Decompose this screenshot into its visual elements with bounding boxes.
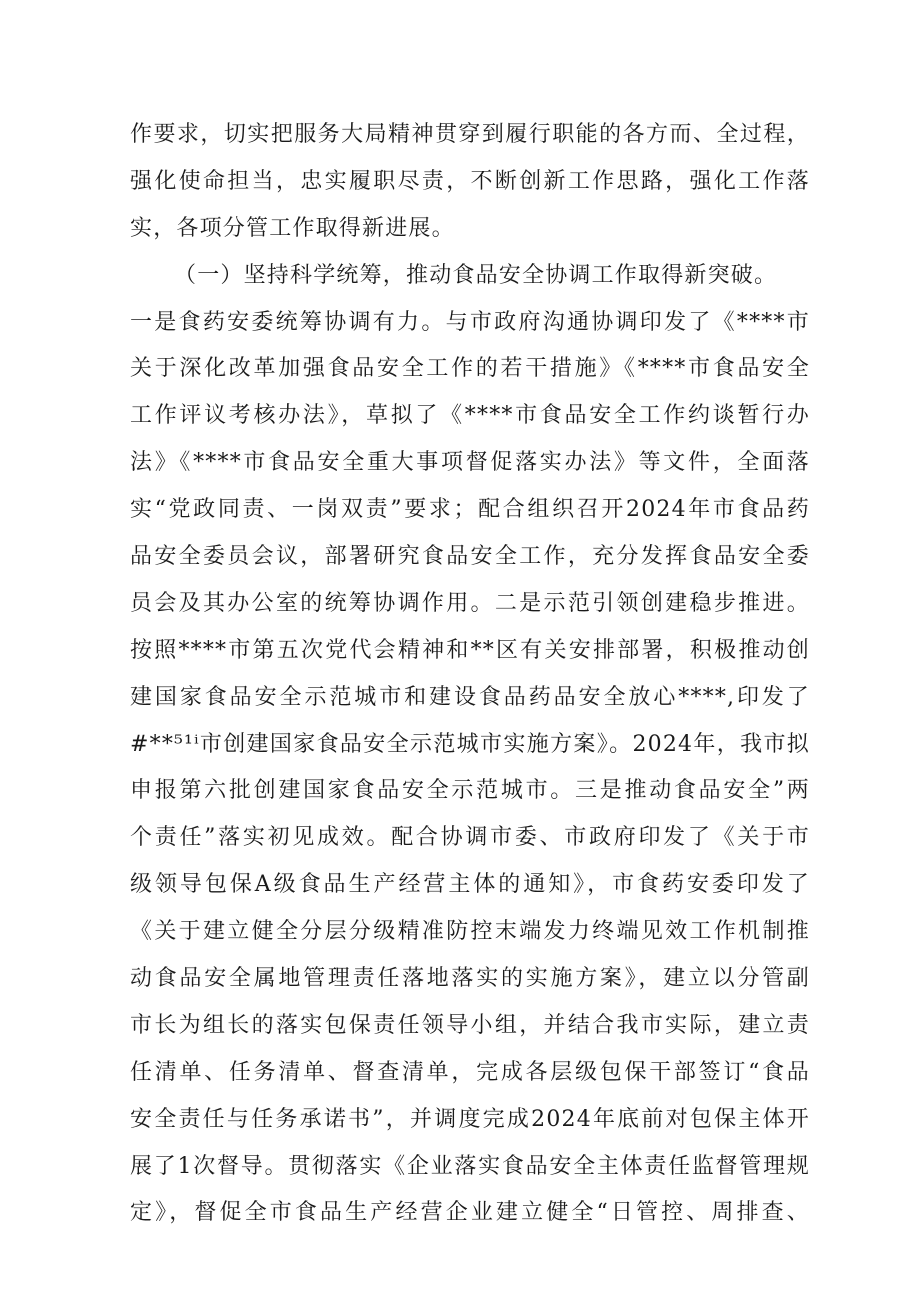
text-line: 员会及其办公室的统筹协调作用。二是示范引领创建稳步推进。 [130,590,810,616]
text-line: #**⁵¹ⁱ市创建国家食品安全示范城市实施方案》。2024年，我市拟 [130,731,810,757]
body-text [130,112,810,1237]
text-line: 申报第六批创建国家食品安全示范城市。三是推动食品安全”两 [130,778,810,804]
text-line: 按照****市第五次党代会精神和**区有关安排部署，积极推动创 [130,637,810,663]
text-line: 个责任”落实初见成效。配合协调市委、市政府印发了《关于市 [130,825,810,851]
text-line: 作要求，切实把服务大局精神贯穿到履行职能的各方而、全过程， [130,122,810,147]
text-line: 实，各项分管工作取得新进展。 [130,215,455,241]
text-line: 任清单、任务清单、督查清单，完成各层级包保干部签订“食品 [130,1059,810,1085]
text-line: 安全责任与任务承诺书”，并调度完成2024年底前对包保主体开 [130,1106,810,1132]
text-line: 《关于建立健全分层分级精准防控末端发力终端见效工作机制推 [130,919,810,945]
text-line: 展了1次督导。贯彻落实《企业落实食品安全主体责任监督管理规 [130,1153,810,1179]
text-line: 一是食药安委统筹协调有力。与市政府沟通协调印发了《****市 [130,309,810,335]
text-line: 强化使命担当，忠实履职尽责，不断创新工作思路，强化工作落 [130,168,810,194]
text-line: 品安全委员会议，部署研究食品安全工作，充分发挥食品安全委 [130,544,810,570]
text-line: 法》《****市食品安全重大事项督促落实办法》等文件，全面落 [130,450,810,476]
text-line: 工作评议考核办法》，草拟了《****市食品安全工作约谈暂行办 [130,403,810,429]
text-line: 定》，督促全市食品生产经营企业建立健全“日管控、周排查、 [130,1200,810,1226]
text-line: 市长为组长的落实包保责任领导小组，并结合我市实际，建立责 [130,1012,810,1038]
text-line: 建国家食品安全示范城市和建设食品药品安全放心****,印发了 [130,684,810,710]
section-heading: （一）坚持科学统筹，推动食品安全协调工作取得新突破。 [174,262,778,288]
text-line: 动食品安全属地管理责任落地落实的实施方案》，建立以分管副 [130,966,810,992]
text-line: 级领导包保A级食品生产经营主体的通知》，市食药安委印发了 [130,872,810,898]
text-line: 实“党政同责、一岗双责”要求；配合组织召开2024年市食品药 [130,497,810,523]
text-line: 关于深化改革加强食品安全工作的若干措施》《****市食品安全 [130,356,810,382]
